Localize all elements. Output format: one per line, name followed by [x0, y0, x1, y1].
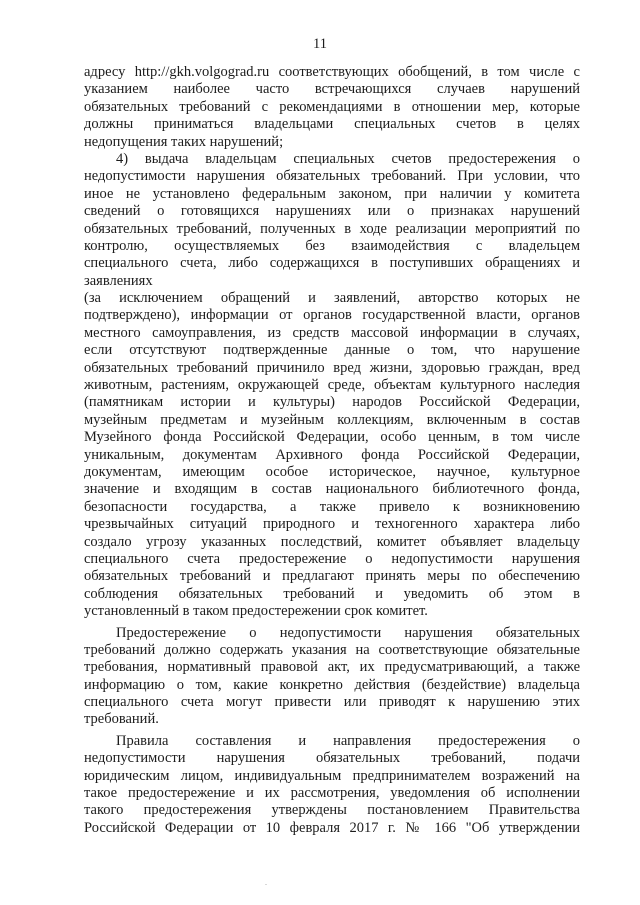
text-line: музейным предметам и музейным коллекциям, включенным в состав — [84, 411, 580, 428]
text-line: подтверждено), информации от органов государственной власти, органов — [84, 307, 580, 324]
text-line: недопущения таких нарушений; — [84, 133, 284, 150]
text-line: юридическим лицом, индивидуальным предпринимателем возражений на — [84, 767, 580, 784]
text-line: специального счета, либо содержащихся в поступивших обращениях и — [84, 255, 580, 272]
text-line: установленный в таком предостережении срок комитет. — [84, 603, 428, 620]
text-line: обязательных требований с рекомендациями в отношении мер, которые — [84, 98, 580, 115]
text-line: (памятникам истории и культуры) народов Российской Федерации, — [84, 394, 580, 411]
text-line: недопустимости нарушения обязательных требований. При условии, что — [84, 168, 580, 185]
text-line: заявлениях — [84, 272, 153, 289]
text-line: контролю, осуществляемых без взаимодействия с владельцем — [84, 237, 580, 254]
text-line: такого предостережения утверждены постановлением Правительства — [84, 802, 580, 819]
scan-speck: . — [265, 878, 267, 887]
text-line: недопустимости нарушения обязательных требований, подачи — [84, 750, 580, 767]
body-text — [84, 64, 580, 837]
text-line: сведений о готовящихся нарушениях или о признаках нарушений — [84, 203, 580, 220]
text-line: обязательных требований причинило вред жизни, здоровью граждан, вред — [84, 359, 580, 376]
text-line: животным, растениям, окружающей среде, объектам культурного наследия — [84, 377, 580, 394]
text-line: уникальным, документам Архивного фонда Российской Федерации, — [84, 446, 580, 463]
text-line: требований должно содержать указания на соответствующие обязательные — [84, 641, 580, 658]
page-number: 11 — [313, 36, 327, 52]
text-line: специального счета предостережение о недопустимости нарушения — [84, 550, 580, 567]
text-line: значение и входящим в состав национального библиотечного фонда, — [84, 481, 580, 498]
text-line: Правила составления и направления предостережения о — [116, 732, 580, 749]
text-line: соблюдения обязательных требований и уведомить об этом в — [84, 585, 580, 602]
text-line: информацию о том, какие конкретно действия (бездействие) владельца — [84, 676, 580, 693]
text-line: Музейного фонда Российской Федерации, особо ценным, в том числе — [84, 429, 580, 446]
text-line: требований. — [84, 711, 159, 728]
text-line: создало угрозу указанных последствий, комитет объявляет владельцу — [84, 533, 580, 550]
text-line: адресу http://gkh.volgograd.ru соответствующих обобщений, в том числе с — [84, 64, 580, 80]
text-line: местного самоуправления, из средств массовой информации в случаях, — [84, 324, 580, 341]
text-line: если отсутствуют подтвержденные данные о том, что нарушение — [84, 342, 580, 359]
text-line: безопасности государства, а также привело к возникновению — [84, 498, 580, 515]
text-line: специального счета могут привести или приводят к нарушению этих — [84, 694, 580, 711]
text-line: 4) выдача владельцам специальных счетов предостережения о — [116, 150, 580, 167]
text-line: такое предостережение и их рассмотрения, уведомления об исполнении — [84, 785, 580, 802]
text-line: чрезвычайных ситуаций природного и техногенного характера либо — [84, 516, 580, 533]
text-line: обязательных требований и предлагают принять меры по обеспечению — [84, 568, 580, 585]
text-line: требования, нормативный правовой акт, их предусматривающий, а также — [84, 659, 580, 676]
text-line: иное не установлено федеральным законом, при наличии у комитета — [84, 185, 580, 202]
text-line: Российской Федерации от 10 февраля 2017 г. № 166 "Об утверждении — [84, 819, 580, 836]
text-line: указанием наиболее часто встречающихся случаев нарушений — [84, 81, 580, 98]
text-line: документам, имеющим особое историческое, научное, культурное — [84, 463, 580, 480]
text-line: Предостережение о недопустимости нарушения обязательных — [116, 624, 580, 641]
text-line: (за исключением обращений и заявлений, авторство которых не — [84, 290, 580, 307]
text-line: обязательных требований, полученных в ходе реализации мероприятий по — [84, 220, 580, 237]
text-line: должны приниматься владельцами специальных счетов в целях — [84, 116, 580, 133]
